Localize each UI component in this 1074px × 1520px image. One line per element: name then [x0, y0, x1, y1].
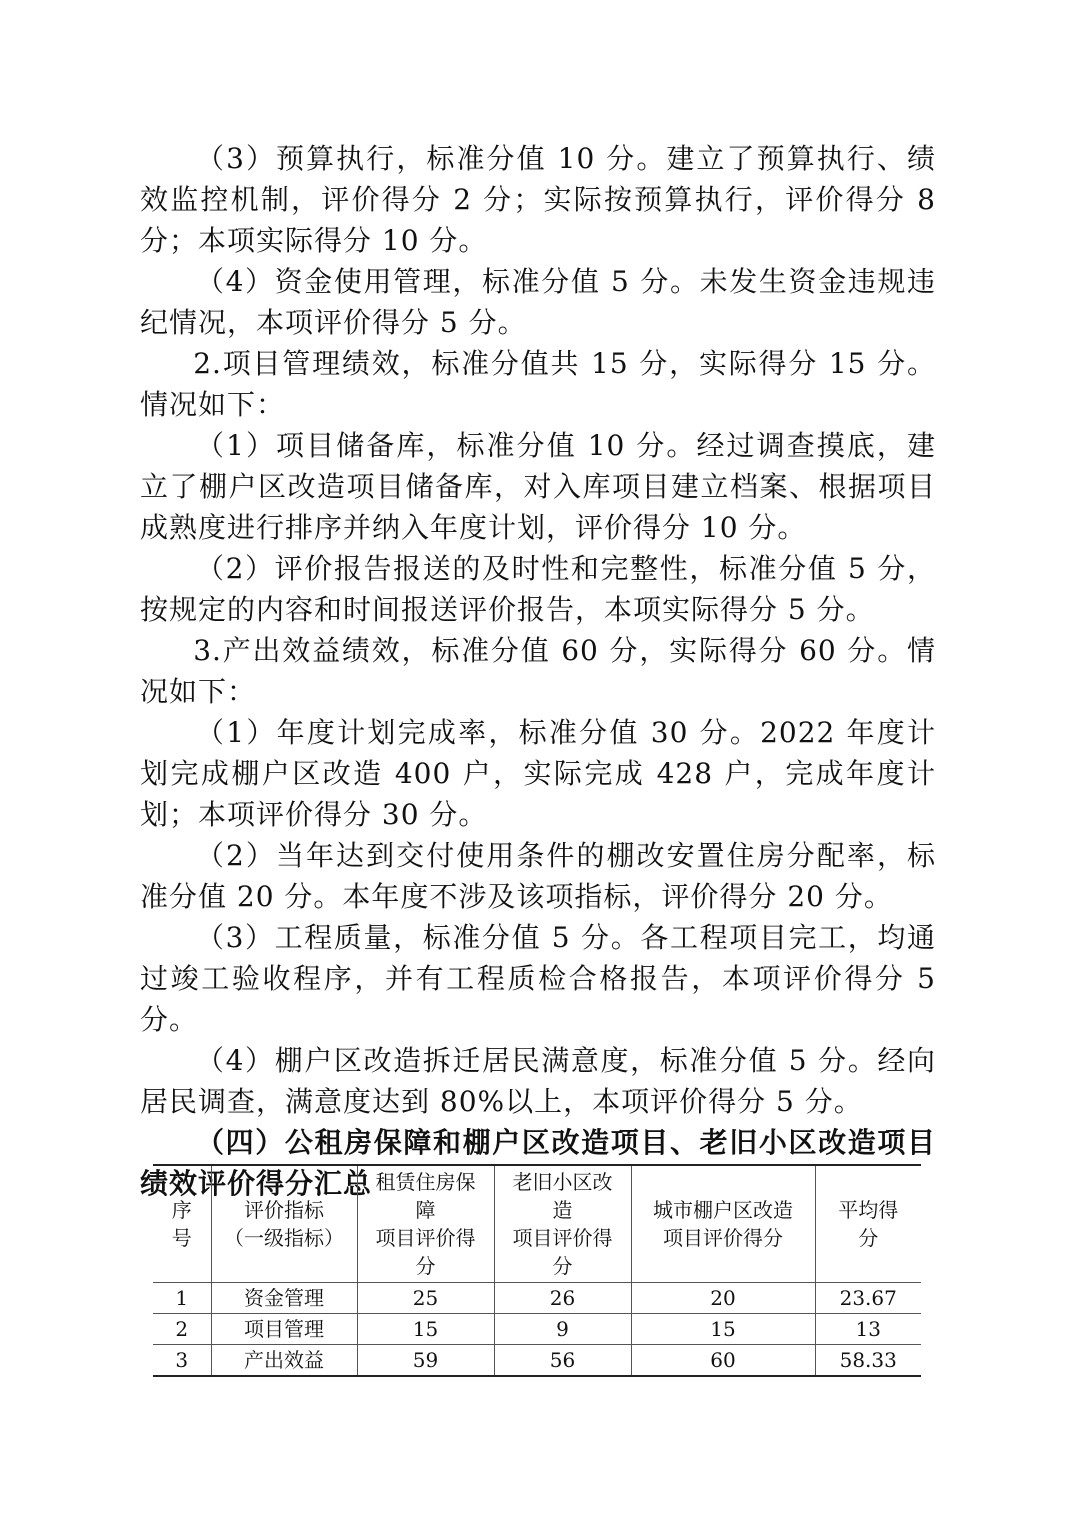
paragraph-resident-satisfaction: （4）棚户区改造拆迁居民满意度，标准分值 5 分。经向居民调查，满意度达到 80%以上，本项评价得分 5 分。 — [140, 1044, 936, 1118]
cell-shantytown-score: 20 — [631, 1283, 815, 1314]
paragraph-budget-execution: （3）预算执行，标准分值 10 分。建立了预算执行、绩效监控机制，评价得分 2 分；实际按预算执行，评价得分 8 分；本项实际得分 10 分。 — [140, 142, 936, 257]
table-row — [153, 1345, 921, 1377]
paragraph-annual-plan: （1）年度计划完成率，标准分值 30 分。2022 年度计划完成棚户区改造 400 户，实际完成 428 户，完成年度计划；本项评价得分 30 分。 — [140, 716, 936, 831]
table-row — [153, 1283, 921, 1314]
paragraph-fund-management: （4）资金使用管理，标准分值 5 分。未发生资金违规违纪情况，本项评价得分 5 分。 — [140, 265, 936, 339]
header-indicator: 评价指标 （一级指标） — [211, 1165, 357, 1283]
cell-rental-score: 15 — [357, 1314, 494, 1345]
cell-indicator: 项目管理 — [211, 1314, 357, 1345]
cell-rental-score: 25 — [357, 1283, 494, 1314]
cell-average-score: 13 — [815, 1314, 921, 1345]
table-header-row — [153, 1165, 921, 1283]
cell-old-community-score: 26 — [494, 1283, 631, 1314]
cell-index: 3 — [153, 1345, 211, 1377]
header-average: 平均得 分 — [815, 1165, 921, 1283]
cell-shantytown-score: 15 — [631, 1314, 815, 1345]
cell-indicator: 产出效益 — [211, 1345, 357, 1377]
cell-average-score: 58.33 — [815, 1345, 921, 1377]
cell-average-score: 23.67 — [815, 1283, 921, 1314]
paragraph-engineering-quality: （3）工程质量，标准分值 5 分。各工程项目完工，均通过竣工验收程序，并有工程质检合格报告，本项评价得分 5 分。 — [140, 921, 936, 1036]
paragraph-housing-allocation: （2）当年达到交付使用条件的棚改安置住房分配率，标准分值 20 分。本年度不涉及该项指标，评价得分 20 分。 — [140, 839, 936, 913]
score-summary-table — [153, 1164, 921, 1377]
header-old-community: 老旧小区改 造 项目评价得 分 — [494, 1165, 631, 1283]
document-body — [140, 138, 936, 1204]
cell-shantytown-score: 60 — [631, 1345, 815, 1377]
cell-index: 2 — [153, 1314, 211, 1345]
table-row — [153, 1314, 921, 1345]
section-heading: （四）公租房保障和棚户区改造项目、老旧小区改造项目绩效评价得分汇总 — [140, 1126, 936, 1200]
paragraph-project-reserve: （1）项目储备库，标准分值 10 分。经过调查摸底，建立了棚户区改造项目储备库，对入库项目建立档案、根据项目成熟度进行排序并纳入年度计划，评价得分 10 分。 — [140, 429, 936, 544]
cell-indicator: 资金管理 — [211, 1283, 357, 1314]
cell-index: 1 — [153, 1283, 211, 1314]
cell-old-community-score: 9 — [494, 1314, 631, 1345]
cell-rental-score: 59 — [357, 1345, 494, 1377]
paragraph-output-benefit: 3.产出效益绩效，标准分值 60 分，实际得分 60 分。情况如下： — [140, 634, 936, 708]
header-shantytown: 城市棚户区改造 项目评价得分 — [631, 1165, 815, 1283]
cell-old-community-score: 56 — [494, 1345, 631, 1377]
paragraph-project-management: 2.项目管理绩效，标准分值共 15 分，实际得分 15 分。情况如下： — [140, 347, 936, 421]
paragraph-report-submission: （2）评价报告报送的及时性和完整性，标准分值 5 分，按规定的内容和时间报送评价报告，本项实际得分 5 分。 — [140, 552, 936, 626]
header-rental-housing: 租赁住房保 障 项目评价得 分 — [357, 1165, 494, 1283]
header-index: 序 号 — [153, 1165, 211, 1283]
